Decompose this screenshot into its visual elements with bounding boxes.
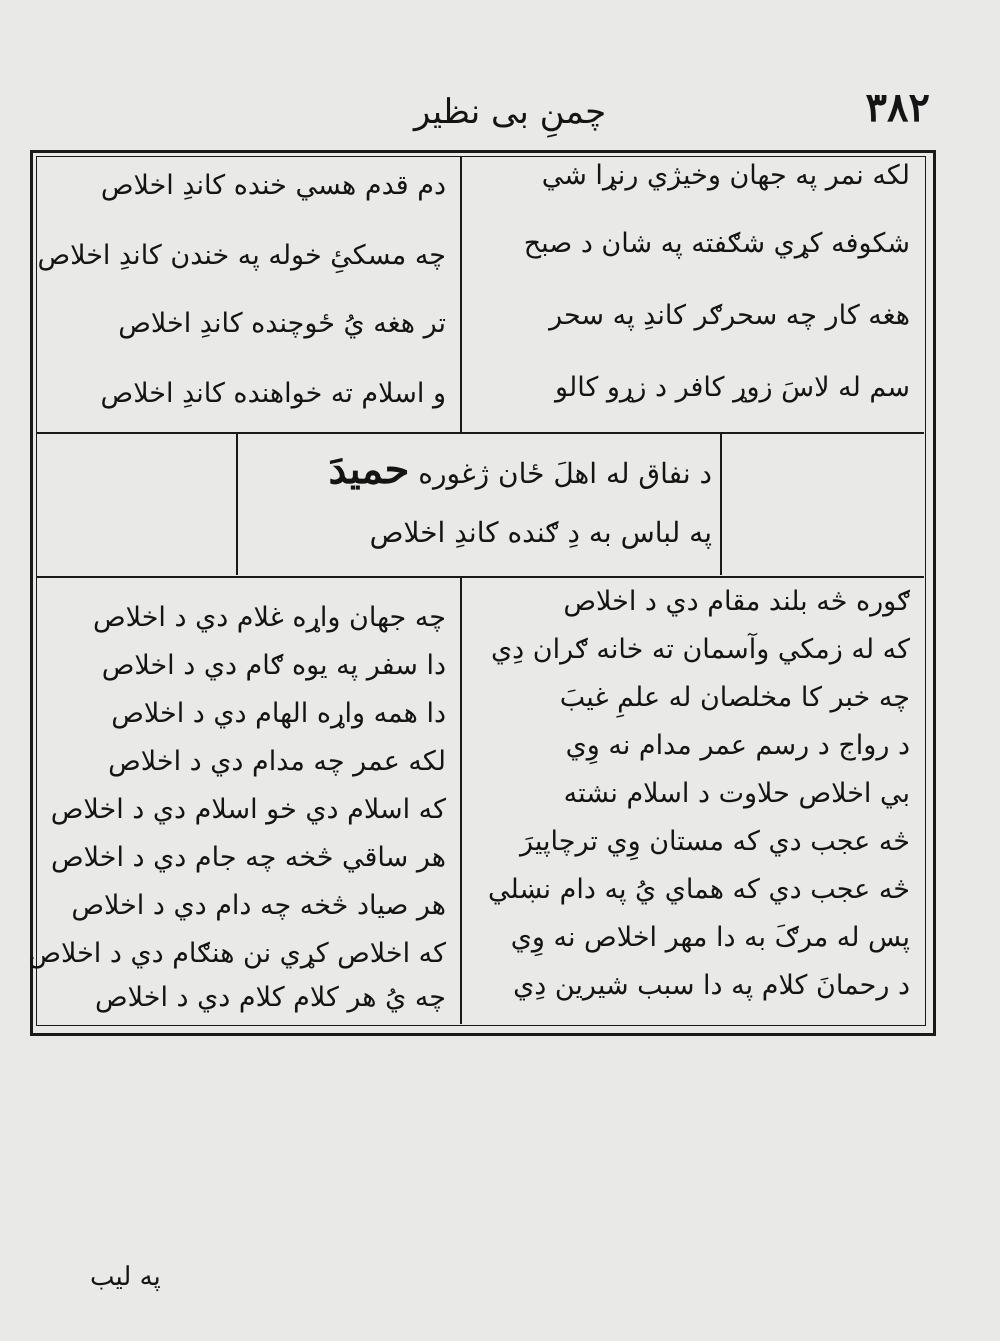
catchword: په لیب xyxy=(90,1262,161,1292)
verse-line: د رواج د رسم عمر مدام نه وِي xyxy=(565,730,910,761)
verse-line: لکه عمر چه مدام دي د اخلاص xyxy=(108,746,446,777)
verse-line: لکه نمر په جهان وخیژي رنړا شي xyxy=(541,160,910,191)
verse-line: بي اخلاص حلاوت د اسلام نشته xyxy=(563,778,910,809)
verse-line: چه مسکئِ خوله په خندن کاندِ اخلاص xyxy=(37,240,446,271)
top-right-column xyxy=(470,160,910,430)
verse-line: و اسلام ته خواهنده کاندِ اخلاص xyxy=(100,378,446,409)
verse-line: هر صیاد څخه چه دام دي د اخلاص xyxy=(71,890,446,921)
signature-verse-line-1 xyxy=(328,446,712,493)
verse-line: هر ساقي څخه چه جام دي د اخلاص xyxy=(51,842,446,873)
verse-line: پس له مرګَ به دا مهر اخلاص نه وِي xyxy=(510,922,910,953)
page-number: ۳۸۲ xyxy=(865,84,930,131)
bottom-column-divider xyxy=(460,576,462,1024)
verse-line: که اسلام دي خو اسلام دي د اخلاص xyxy=(50,794,446,825)
verse-line: څه عجب دي که هماي يُ په دام نښلي xyxy=(488,874,910,905)
verse-line: چه يُ هر کلام کلام دي د اخلاص xyxy=(95,982,446,1013)
verse-line: هغه کار چه سحرګر کاندِ په سحر xyxy=(549,300,910,331)
book-title: چمنِ بی نظیر xyxy=(413,92,607,132)
verse-line: شکوفه کړي شګفته په شان د صبح xyxy=(523,228,910,259)
signature-verse-line-2: په لباس به دِ ګنده کاندِ اخلاص xyxy=(369,516,712,549)
verse-line: د رحمانَ کلام په دا سبب شیرین دِي xyxy=(513,970,910,1001)
bottom-section-divider xyxy=(36,576,924,578)
verse-line: که اخلاص کړي نن هنګام دي د اخلاص xyxy=(28,938,446,969)
verse-line: که له زمکي وآسمان ته خانه ګران دِي xyxy=(491,634,910,665)
top-column-divider xyxy=(460,156,462,432)
bottom-right-column xyxy=(470,582,910,1022)
top-left-column xyxy=(37,160,446,430)
verse-line: سم له لاسَ زوړ کافر د زړو کالو xyxy=(555,372,910,403)
verse-line: دا سفر په يوه ګام دي د اخلاص xyxy=(101,650,446,681)
verse-text: د نفاق له اهلَ ځان ژغوره xyxy=(418,457,712,490)
verse-line: ګوره څه بلند مقام دي د اخلاص xyxy=(563,586,910,617)
verse-line: تر هغه يُ ځوچنده کاندِ اخلاص xyxy=(118,308,446,339)
verse-line: دا همه واړه الهام دي د اخلاص xyxy=(111,698,446,729)
bottom-left-column xyxy=(28,582,446,1022)
verse-line: چه جهان واړه غلام دي د اخلاص xyxy=(92,602,446,633)
verse-line: چه خبر کا مخلصان له علمِ غیبَ xyxy=(559,682,910,713)
verse-line: دم قدم هسي خنده کاندِ اخلاص xyxy=(100,170,446,201)
poet-name: حمیدَ xyxy=(328,446,410,493)
verse-line: څه عجب دي که مستان وِي ترچاپیرَ xyxy=(519,826,910,857)
